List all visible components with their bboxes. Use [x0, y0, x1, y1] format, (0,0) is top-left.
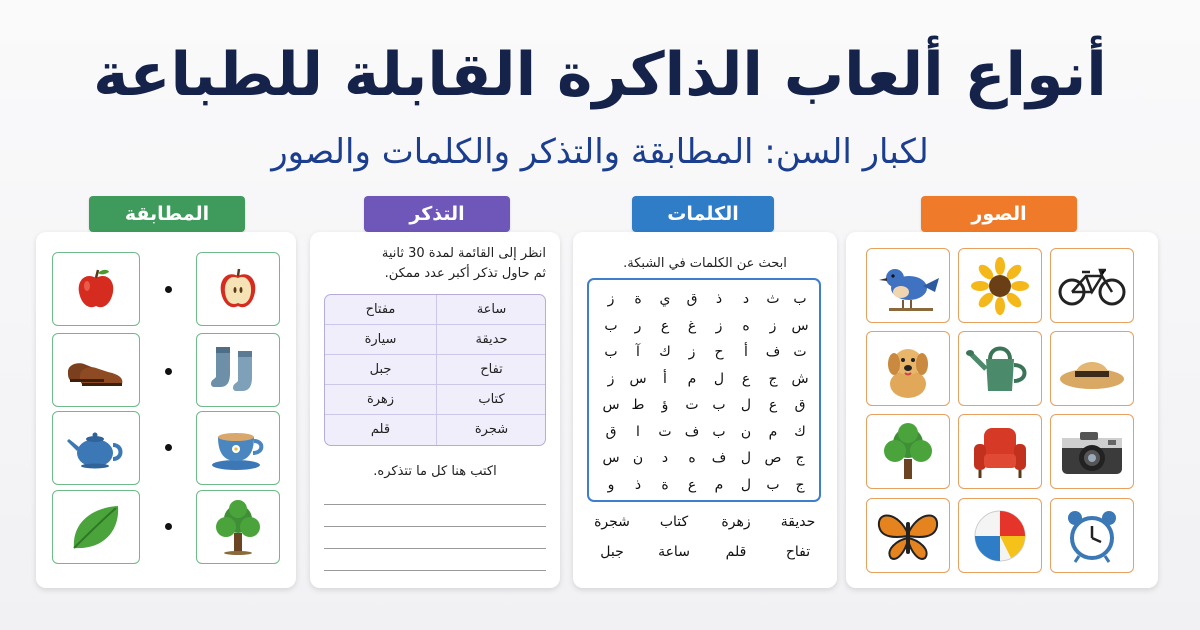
grid-letter[interactable]: ش [791, 370, 809, 387]
matching-tile-shoes[interactable] [52, 333, 140, 407]
grid-letter[interactable]: ق [686, 291, 698, 307]
word-list-item: قلم [725, 544, 747, 560]
word-list-item: تفاح [785, 544, 811, 560]
leaf-icon [66, 500, 126, 554]
bicycle-icon [1056, 264, 1128, 308]
grid-letter[interactable]: س [629, 370, 647, 387]
picture-tile[interactable] [866, 331, 950, 406]
socks-icon [208, 343, 268, 397]
grid-letter[interactable]: ا [636, 423, 640, 440]
grid-letter[interactable]: ت [793, 344, 807, 360]
grid-letter[interactable]: م [768, 423, 778, 440]
grid-letter[interactable]: و [607, 476, 615, 493]
grid-letter[interactable]: ص [764, 450, 782, 466]
watering-can-icon [966, 341, 1034, 397]
grid-letter[interactable]: ز [769, 317, 777, 334]
matching-tile-apple[interactable] [52, 252, 140, 326]
memory-word: شجرة [474, 422, 509, 437]
pictures-card [846, 232, 1158, 588]
grid-letter[interactable]: آ [636, 344, 640, 360]
memory-word: سيارة [325, 325, 436, 355]
grid-letter[interactable]: ث [766, 291, 780, 307]
picture-tile[interactable] [1050, 414, 1134, 489]
match-dot[interactable] [165, 523, 172, 530]
recall-instruction-line-1: انظر إلى القائمة لمدة 30 ثانية [381, 246, 546, 261]
grid-letter[interactable]: ه [742, 317, 750, 334]
grid-letter[interactable]: ق [794, 397, 806, 413]
matching-tile-teacup[interactable] [196, 411, 280, 485]
grid-letter[interactable]: ب [604, 344, 618, 360]
grid-letter[interactable]: ب [793, 291, 807, 307]
sunflower-icon [970, 256, 1030, 316]
teacup-icon [206, 423, 270, 473]
word-list-item: شجرة [594, 514, 630, 530]
butterfly-icon [873, 508, 943, 564]
grid-letter[interactable]: ل [713, 370, 725, 387]
picture-tile[interactable] [958, 414, 1042, 489]
grid-letter[interactable]: ع [660, 317, 670, 334]
matching-label: المطابقة [89, 196, 245, 232]
grid-letter[interactable]: م [714, 476, 724, 493]
grid-letter[interactable]: س [602, 397, 620, 413]
grid-letter[interactable]: ل [740, 450, 752, 466]
picture-tile[interactable] [1050, 498, 1134, 573]
grid-letter[interactable]: ت [658, 423, 672, 440]
grid-letter[interactable]: ح [714, 344, 724, 360]
grid-letter[interactable]: ذ [715, 291, 723, 307]
grid-letter[interactable]: ب [712, 423, 726, 440]
grid-letter[interactable]: ع [687, 476, 697, 493]
match-dot[interactable] [165, 286, 172, 293]
grid-letter[interactable]: ج [768, 370, 778, 387]
beach-ball-icon [971, 507, 1029, 565]
grid-letter[interactable]: ج [795, 476, 805, 493]
word-list-item: ساعة [658, 544, 690, 560]
grid-letter[interactable]: د [742, 291, 750, 307]
grid-letter[interactable]: ز [607, 370, 615, 387]
grid-letter[interactable]: ج [795, 450, 805, 466]
memory-word: ساعة [436, 295, 546, 325]
grid-letter[interactable]: ف [765, 344, 781, 360]
grid-letter[interactable]: غ [687, 317, 697, 334]
matching-tile-leaf[interactable] [52, 490, 140, 564]
words-label: الكلمات [632, 196, 774, 232]
recall-instruction [324, 244, 546, 284]
grid-letter[interactable]: ف [711, 450, 727, 466]
grid-letter[interactable]: ز [688, 344, 696, 360]
grid-letter[interactable]: ع [768, 397, 778, 413]
page-subtitle: لكبار السن: المطابقة والتذكر والكلمات والصور [271, 132, 929, 172]
grid-letter[interactable]: ة [661, 476, 669, 493]
grid-letter[interactable]: م [687, 370, 697, 387]
answer-line[interactable] [324, 504, 546, 505]
apple-icon [71, 264, 121, 314]
grid-letter[interactable]: ل [740, 397, 752, 413]
matching-tile-tree[interactable] [196, 490, 280, 564]
page-title: أنواع ألعاب الذاكرة القابلة للطباعة [93, 40, 1107, 110]
recall-card [310, 232, 560, 588]
grid-letter[interactable]: ذ [634, 476, 642, 493]
bird-icon [875, 256, 941, 316]
tree-icon [879, 421, 937, 483]
grid-letter[interactable]: ق [605, 423, 617, 440]
grid-letter[interactable]: ع [741, 370, 751, 387]
memory-word: حديقة [436, 325, 546, 355]
shoes-icon [64, 348, 128, 392]
memory-word: زهرة [325, 385, 436, 415]
grid-letter[interactable]: س [791, 317, 809, 334]
matching-tile-socks[interactable] [196, 333, 280, 407]
match-dot[interactable] [165, 444, 172, 451]
word-list-item: كتاب [659, 514, 689, 530]
recall-label: التذكر [364, 196, 510, 232]
words-instruction: ابحث عن الكلمات في الشبكة. [623, 256, 787, 271]
grid-letter[interactable]: أ [663, 370, 667, 387]
picture-tile[interactable] [958, 331, 1042, 406]
memory-word: كتاب [436, 385, 546, 415]
picture-tile[interactable] [866, 248, 950, 323]
match-dot[interactable] [165, 368, 172, 375]
picture-tile[interactable] [1050, 248, 1134, 323]
write-prompt: اكتب هنا كل ما تتذكره. [373, 464, 497, 479]
grid-letter[interactable]: ل [740, 476, 752, 493]
grid-letter[interactable]: ن [632, 450, 644, 466]
grid-letter[interactable]: س [602, 450, 620, 466]
memory-word: مفتاح [325, 295, 436, 325]
grid-letter[interactable]: ب [604, 317, 618, 334]
answer-line[interactable] [324, 548, 546, 549]
words-card [573, 232, 837, 588]
word-list-item: جبل [600, 544, 624, 560]
word-search-grid[interactable] [587, 278, 821, 502]
grid-letter[interactable]: د [661, 450, 669, 466]
answer-line[interactable] [324, 570, 546, 571]
tree-icon [210, 497, 266, 557]
memory-word: جبل [325, 355, 436, 385]
word-list-item: حديقة [780, 514, 816, 530]
grid-letter[interactable]: ن [740, 423, 752, 440]
picture-tile[interactable] [958, 248, 1042, 323]
grid-letter[interactable]: ز [715, 317, 723, 334]
answer-line[interactable] [324, 526, 546, 527]
grid-letter[interactable]: ك [659, 344, 671, 360]
picture-tile[interactable] [958, 498, 1042, 573]
grid-letter[interactable]: ك [794, 423, 806, 440]
armchair-icon [968, 422, 1032, 482]
grid-letter[interactable]: ر [634, 317, 642, 334]
picture-tile[interactable] [866, 498, 950, 573]
matching-card [36, 232, 296, 588]
grid-letter[interactable]: أ [744, 344, 748, 360]
apple-half-icon [213, 264, 263, 314]
dog-icon [878, 338, 938, 400]
grid-letter[interactable]: ب [766, 476, 780, 493]
alarm-clock-icon [1063, 506, 1121, 566]
grid-letter[interactable]: ت [685, 397, 699, 413]
grid-letter[interactable]: ي [659, 291, 671, 307]
memory-word: قلم [370, 422, 391, 437]
grid-letter[interactable]: ز [607, 291, 615, 307]
memory-word: تفاح [436, 355, 546, 385]
camera-icon [1058, 426, 1126, 478]
grid-letter[interactable]: ه [688, 450, 696, 466]
grid-letter[interactable]: ط [631, 397, 645, 413]
grid-letter[interactable]: ؤ [661, 397, 669, 413]
matching-tile-teapot[interactable] [52, 411, 140, 485]
teapot-icon [63, 423, 129, 473]
pictures-label: الصور [921, 196, 1077, 232]
picture-tile[interactable] [1050, 331, 1134, 406]
matching-tile-apple-half[interactable] [196, 252, 280, 326]
picture-tile[interactable] [866, 414, 950, 489]
grid-letter[interactable]: ب [712, 397, 726, 413]
grid-letter[interactable]: ف [684, 423, 700, 440]
hat-icon [1057, 345, 1127, 393]
recall-instruction-line-2: ثم حاول تذكر أكبر عدد ممكن. [384, 266, 546, 281]
word-list-item: زهرة [721, 514, 751, 530]
memory-list-table [324, 294, 546, 446]
grid-letter[interactable]: ة [634, 291, 642, 307]
